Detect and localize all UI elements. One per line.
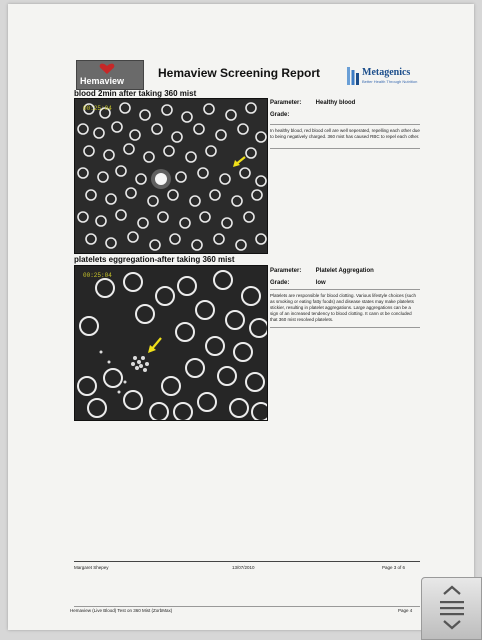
- metagenics-name: Metagenics: [362, 67, 411, 78]
- metagenics-tagline: Better Health Through Nutrition: [362, 79, 418, 84]
- parameter-value: Healthy blood: [315, 100, 356, 106]
- parameter-value: Platelet Aggregation: [315, 268, 374, 274]
- divider: [270, 327, 420, 328]
- metagenics-logo: [346, 64, 422, 88]
- description-text-2: Platelets are responsible for blood clotting. Various lifestyle choices (such as smoking or eating fatty foods) and disease states may make platelets stickier, resulting in platelet aggregations. Large aggregations can be a sign of an increased tendency to blood clotting. It cann ot be concluded that 360 mist resolved platelets.: [270, 293, 416, 322]
- parameter-label: Parameter:: [270, 100, 302, 106]
- findings-panel-2: [270, 268, 420, 331]
- blood-cells-image-1: [75, 99, 267, 253]
- report-title: Hemaview Screening Report: [158, 66, 321, 80]
- section-1-heading: blood 2min after taking 360 mist: [74, 89, 197, 98]
- hemaview-logo-text: Hemaview: [80, 76, 125, 86]
- parameter-label: Parameter:: [270, 268, 302, 274]
- parameter-row-2: [270, 268, 420, 274]
- grade-label: Grade:: [270, 280, 290, 286]
- blood-cells-image-2: [75, 266, 267, 420]
- scroll-menu-icon: [436, 584, 468, 634]
- status-page-label: Page 4: [398, 608, 413, 613]
- report-page: [8, 4, 474, 630]
- footer-rule: [74, 561, 420, 562]
- micrograph-1: [74, 98, 268, 254]
- metagenics-mark-icon: [346, 66, 360, 86]
- section-2-heading: platelets eggregation-after taking 360 mist: [74, 255, 235, 264]
- footer-page: Page 3 of 6: [382, 565, 406, 570]
- heart-icon: [99, 63, 115, 75]
- footer-date: 13/07/2010: [232, 565, 255, 570]
- findings-panel-1: [270, 100, 420, 152]
- hemaview-logo: [76, 60, 144, 90]
- divider: [270, 124, 420, 125]
- timestamp-1: 00:25:04: [83, 105, 112, 112]
- grade-value: low: [315, 280, 326, 286]
- grade-label: Grade:: [270, 112, 290, 118]
- scroll-menu-button[interactable]: [421, 577, 482, 640]
- parameter-row-1: [270, 100, 420, 106]
- divider: [270, 148, 420, 149]
- status-rule: [74, 606, 420, 607]
- footer-name: Margaret Shepey: [74, 565, 109, 570]
- status-doc-title: Hemaview (Live Blood) Test on 360 Mist (ZorbMax): [70, 608, 173, 613]
- grade-row-1: [270, 112, 420, 118]
- description-text-1: In healthy blood, red blood cell are well seperated, repelling each other due to being negatively charged. 360 mist has caused RBC to repel each other.: [270, 128, 420, 139]
- divider: [270, 289, 420, 290]
- micrograph-2: [74, 265, 268, 421]
- grade-row-2: [270, 280, 420, 286]
- timestamp-2: 00:25:04: [83, 272, 112, 279]
